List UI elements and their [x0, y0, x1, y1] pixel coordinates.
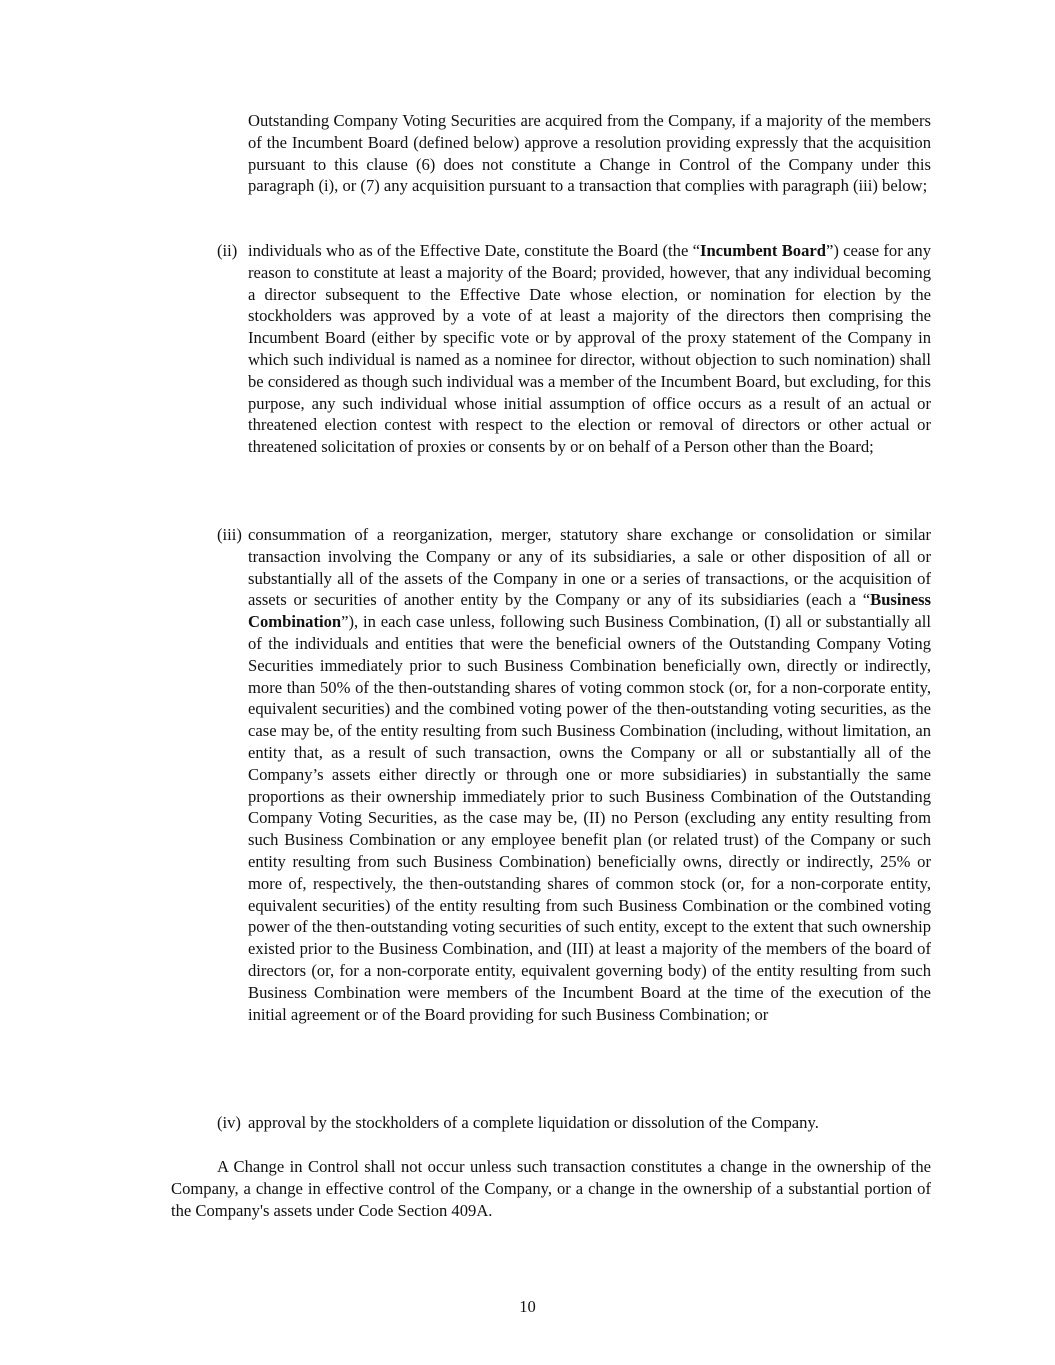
item-number: (iv): [217, 1113, 241, 1132]
item-number: (ii): [217, 241, 238, 260]
continuation-paragraph: Outstanding Company Voting Securities are acquired from the Company, if a majority of the members of the Incumbent Board (defined below) approve a resolution providing expressly that the acquisition pursuant to this clause (6) does not constitute a Change in Control of the Company under this paragraph (i), or (7) any acquisition pursuant to a transaction that complies with paragraph (iii) below;: [248, 111, 931, 196]
item-number: (iii): [217, 525, 242, 544]
item-text-before: consummation of a reorganization, merger, statutory share exchange or consolidation or similar transaction involving the Company or any of its subsidiaries, a sale or other disposition of all or substantially all of the assets of the Company in one or a series of transactions, or the acquisition of assets or securities of another entity by the Company or any of its subsidiaries (each a “: [248, 525, 931, 610]
page-number: 10: [519, 1297, 536, 1316]
item-text-after: ”) cease for any reason to constitute at least a majority of the Board; provided, however, that any individual becoming a director subsequent to the Effective Date whose election, or nomination for election by the stockholders was approved by a vote of at least a majority of the directors then comprising the Incumbent Board (either by specific vote or by approval of the proxy statement of the Company in which such individual is named as a nominee for director, without objection to such nomination) shall be considered as though such individual was a member of the Incumbent Board, but excluding, for this purpose, any such individual whose initial assumption of office occurs as a result of an actual or threatened election contest with respect to the election or removal of directors or other actual or threatened solicitation of proxies or consents by or on behalf of a Person other than the Board;: [248, 241, 932, 457]
defined-term: Incumbent Board: [699, 241, 826, 260]
item-text: [248, 524, 931, 1025]
item-text-after: ”), in each case unless, following such Business Combination, (I) all or substantially all of the individuals and entities that were the beneficial owners of the Outstanding Company Voting Securities immediately prior to such Business Combination beneficially own, directly or indirectly, more than 50% of the then-outstanding shares of voting common stock (or, for a non-corporate entity, equivalent securities) and the combined voting power of the then-outstanding voting securities, as the case may be, of the entity resulting from such Business Combination (including, without limitation, an entity that, as a result of such transaction, owns the Company or all or substantially all of the Company’s assets either directly or through one or more subsidiaries) in substantially the same proportions as their ownership immediately prior to such Business Combination of the Outstanding Company Voting Securities, as the case may be, (II) no Person (excluding any entity resulting from such Business Combination or any employee benefit plan (or related trust) of the Company or such entity resulting from such Business Combination) beneficially owns, directly or indirectly, 25% or more of, respectively, the then-outstanding shares of common stock (or, for a non-corporate entity, equivalent securities) of the entity resulting from such Business Combination or the combined voting power of the then-outstanding voting securities of such entity, except to the extent that such ownership existed prior to the Business Combination, and (III) at least a majority of the members of the board of directors (or, for a non-corporate entity, equivalent governing body) of the entity resulting from such Business Combination were members of the Incumbent Board at the time of the execution of the initial agreement or of the Board providing for such Business Combination; or: [248, 612, 931, 1024]
closing-paragraph: A Change in Control shall not occur unless such transaction constitutes a change in the ownership of the Company, a change in effective control of the Company, or a change in the ownership of a substantial portion of the Company's assets under Code Section 409A.: [171, 1157, 931, 1220]
item-text: [248, 240, 931, 458]
item-text: approval by the stockholders of a complete liquidation or dissolution of the Company.: [248, 1113, 819, 1132]
defined-term: Business Combination: [248, 590, 931, 632]
item-text-before: individuals who as of the Effective Date, constitute the Board (the “: [248, 241, 700, 260]
